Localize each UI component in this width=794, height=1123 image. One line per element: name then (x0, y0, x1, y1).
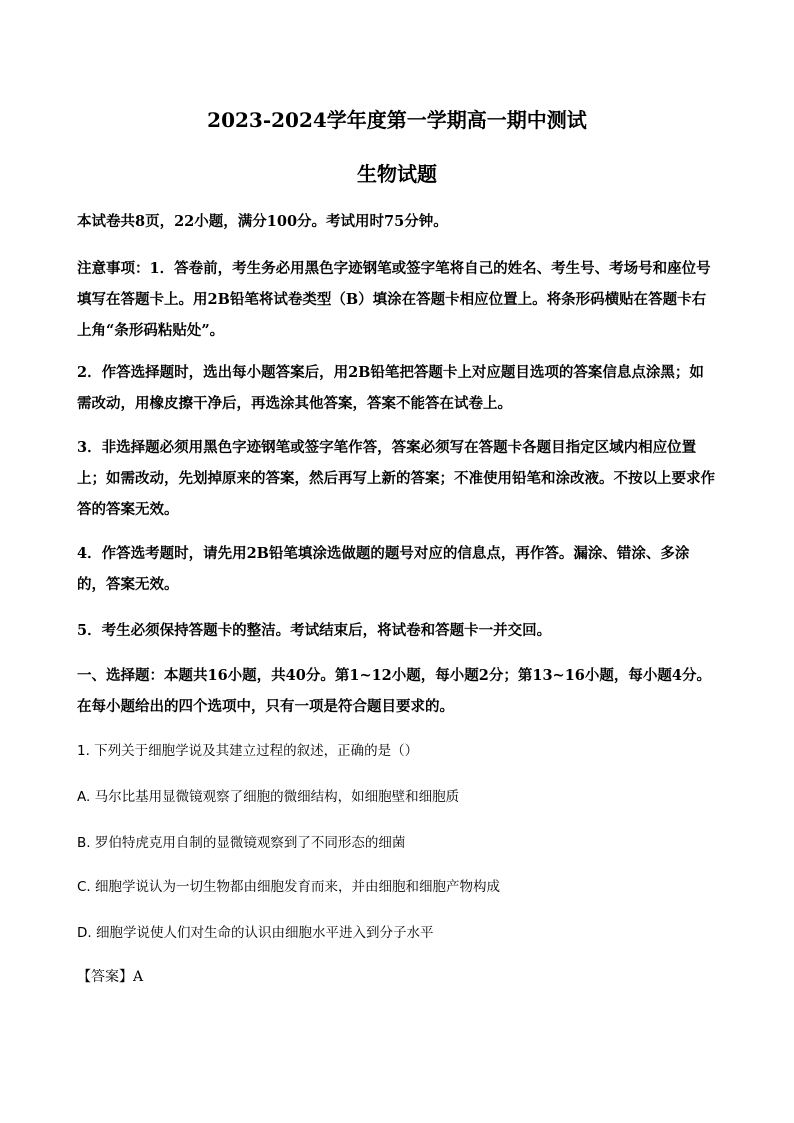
option-c: C. 细胞学说认为一切生物都由细胞发育而来，并由细胞和细胞产物构成 (77, 879, 501, 895)
note-5: 5．考生必须保持答题卡的整洁。考试结束后，将试卷和答题卡一并交回。 (77, 622, 552, 639)
note-3: 3．非选择题必须用黑色字迹钢笔或签字笔作答，答案必须写在答题卡各题目指定区域内相应位置上；如需改动，先划掉原来的答案，然后再写上新的答案；不准使用铅笔和涂改液。不按以上要求作答的答案无效。 (77, 439, 715, 518)
answer-label: 【答案】A (77, 969, 144, 985)
exam-subtitle: 生物试题 (357, 162, 437, 186)
note-4: 4．作答选考题时，请先用2B铅笔填涂选做题的题号对应的信息点，再作答。漏涂、错涂、多涂的，答案无效。 (77, 545, 690, 593)
note-2: 2．作答选择题时，选出每小题答案后，用2B铅笔把答题卡上对应题目选项的答案信息点涂黑；如需改动，用橡皮擦干净后，再选涂其他答案，答案不能答在试卷上。 (77, 364, 704, 412)
exam-title: 2023-2024学年度第一学期高一期中测试 (207, 108, 587, 132)
option-d: D. 细胞学说使人们对生命的认识由细胞水平进入到分子水平 (77, 925, 434, 941)
option-a: A. 马尔比基用显微镜观察了细胞的微细结构，如细胞壁和细胞质 (77, 789, 460, 805)
note-1: 注意事项：1．答卷前，考生务必用黑色字迹钢笔或签字笔将自己的姓名、考生号、考场号和座位号填写在答题卡上。用2B铅笔将试卷类型（B）填涂在答题卡相应位置上。将条形码横贴在答题卡右上角“条形码粘贴处”。 (77, 260, 711, 339)
question-stem: 1. 下列关于细胞学说及其建立过程的叙述，正确的是（） (77, 743, 419, 759)
section-heading: 一、选择题：本题共16小题，共40分。第1~12小题，每小题2分；第13~16小题，每小题4分。在每小题给出的四个选项中，只有一项是符合题目要求的。 (77, 667, 711, 715)
exam-intro: 本试卷共8页，22小题，满分100分。考试用时75分钟。 (77, 213, 448, 230)
option-b: B. 罗伯特虎克用自制的显微镜观察到了不同形态的细菌 (77, 835, 406, 851)
